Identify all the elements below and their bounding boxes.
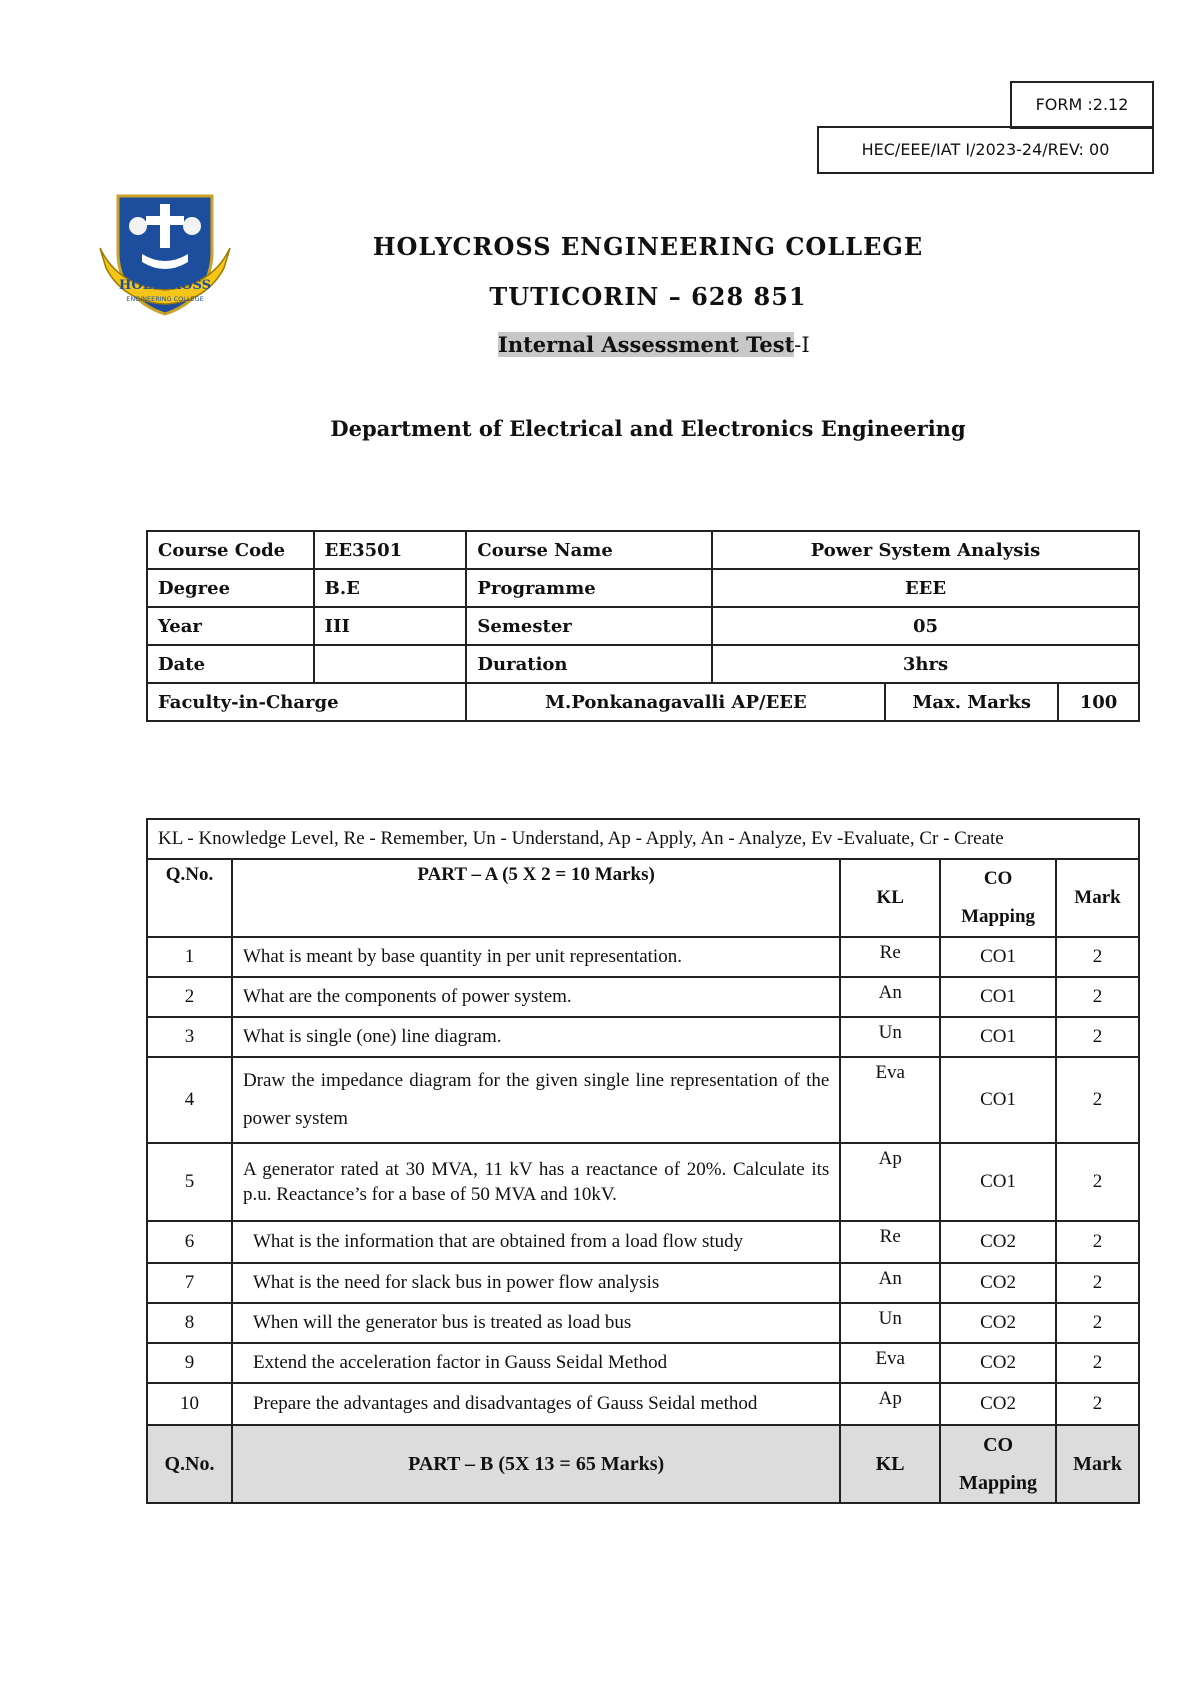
question-mark: 2 (1056, 937, 1139, 977)
test-title (498, 332, 810, 357)
question-mark: 2 (1056, 977, 1139, 1017)
question-mark: 2 (1056, 1383, 1139, 1425)
question-kl: An (840, 977, 940, 1017)
mapping-header: Mapping (961, 906, 1036, 927)
table-row (147, 1303, 1139, 1343)
question-mark: 2 (1056, 1303, 1139, 1343)
table-row (147, 1017, 1139, 1057)
question-number: 1 (147, 937, 232, 977)
logo-subtext: ENGINEERING COLLEGE (126, 295, 204, 303)
question-number: 5 (147, 1143, 232, 1221)
question-number: 4 (147, 1057, 232, 1143)
max-marks-value: 100 (1058, 683, 1139, 721)
question-kl: Eva (840, 1343, 940, 1383)
degree-value: B.E (314, 569, 467, 607)
co-mapping-header (940, 1425, 1056, 1503)
course-code-value: EE3501 (314, 531, 467, 569)
college-name: HOLYCROSS ENGINEERING COLLEGE (372, 232, 924, 261)
mapping-header: Mapping (959, 1472, 1037, 1494)
question-co: CO2 (940, 1383, 1056, 1425)
question-co: CO1 (940, 977, 1056, 1017)
course-info-table (146, 530, 1140, 722)
co-header: CO (983, 1434, 1014, 1456)
faculty-label: Faculty-in-Charge (147, 683, 466, 721)
question-number: 9 (147, 1343, 232, 1383)
question-number: 8 (147, 1303, 232, 1343)
college-city: TUTICORIN – 628 851 (489, 282, 807, 311)
co-header: CO (983, 868, 1013, 889)
question-co: CO2 (940, 1343, 1056, 1383)
question-text: A generator rated at 30 MVA, 11 kV has a reactance of 20%. Calculate its p.u. Reactance’s for a base of 50 MVA and 10kV. (232, 1143, 840, 1221)
qno-header: Q.No. (147, 859, 232, 937)
kl-legend: KL - Knowledge Level, Re - Remember, Un - Understand, Ap - Apply, An - Analyze, Ev -Evaluate, Cr - Create (147, 819, 1139, 859)
department-title: Department of Electrical and Electronics Engineering (330, 416, 966, 441)
question-kl: Eva (840, 1057, 940, 1143)
part-a-title: PART – A (5 X 2 = 10 Marks) (232, 859, 840, 937)
table-row (147, 531, 1139, 569)
table-row (147, 607, 1139, 645)
table-row (147, 977, 1139, 1017)
programme-label: Programme (466, 569, 712, 607)
question-mark: 2 (1056, 1143, 1139, 1221)
course-name-value: Power System Analysis (712, 531, 1139, 569)
part-a-header (147, 859, 1139, 937)
question-mark: 2 (1056, 1221, 1139, 1263)
max-marks-label: Max. Marks (885, 683, 1058, 721)
logo-text: HOLYCROSS (119, 278, 211, 293)
question-kl: Ap (840, 1143, 940, 1221)
question-co: CO2 (940, 1303, 1056, 1343)
question-text: Prepare the advantages and disadvantages of Gauss Seidal method (232, 1383, 840, 1425)
form-reference: HEC/EEE/IAT I/2023-24/REV: 00 (817, 126, 1154, 174)
question-co: CO1 (940, 1057, 1056, 1143)
question-number: 3 (147, 1017, 232, 1057)
part-b-title: PART – B (5X 13 = 65 Marks) (232, 1425, 840, 1503)
part-a-questions (147, 937, 1139, 1425)
question-co: CO2 (940, 1263, 1056, 1303)
table-row (147, 683, 1139, 721)
table-row (147, 937, 1139, 977)
question-text: What is the information that are obtained from a load flow study (232, 1221, 840, 1263)
date-value (314, 645, 467, 683)
question-mark: 2 (1056, 1263, 1139, 1303)
question-text: What is single (one) line diagram. (232, 1017, 840, 1057)
mark-header: Mark (1056, 1425, 1139, 1503)
kl-header: KL (840, 859, 940, 937)
duration-label: Duration (466, 645, 712, 683)
question-text: What is meant by base quantity in per unit representation. (232, 937, 840, 977)
semester-value: 05 (712, 607, 1139, 645)
question-number: 7 (147, 1263, 232, 1303)
question-co: CO1 (940, 937, 1056, 977)
question-kl: Ap (840, 1383, 940, 1425)
question-kl: Re (840, 1221, 940, 1263)
table-row (147, 1143, 1139, 1221)
course-name-label: Course Name (466, 531, 712, 569)
table-row (147, 1383, 1139, 1425)
question-text: What are the components of power system. (232, 977, 840, 1017)
qno-header: Q.No. (147, 1425, 232, 1503)
question-kl: An (840, 1263, 940, 1303)
year-value: III (314, 607, 467, 645)
question-number: 2 (147, 977, 232, 1017)
question-text: Extend the acceleration factor in Gauss Seidal Method (232, 1343, 840, 1383)
question-text: What is the need for slack bus in power flow analysis (232, 1263, 840, 1303)
question-mark: 2 (1056, 1017, 1139, 1057)
date-label: Date (147, 645, 314, 683)
co-mapping-header (940, 859, 1056, 937)
kl-header: KL (840, 1425, 940, 1503)
mark-header: Mark (1056, 859, 1139, 937)
course-code-label: Course Code (147, 531, 314, 569)
duration-value: 3hrs (712, 645, 1139, 683)
part-b-header (147, 1425, 1139, 1503)
test-title-suffix: -I (794, 333, 810, 357)
question-kl: Re (840, 937, 940, 977)
faculty-value: M.Ponkanagavalli AP/EEE (466, 683, 885, 721)
question-kl: Un (840, 1303, 940, 1343)
table-row (147, 645, 1139, 683)
degree-label: Degree (147, 569, 314, 607)
question-text: Draw the impedance diagram for the given single line representation of the power system (232, 1057, 840, 1143)
question-paper-table (146, 818, 1140, 1504)
year-label: Year (147, 607, 314, 645)
legend-row (147, 819, 1139, 859)
table-row (147, 1057, 1139, 1143)
question-co: CO2 (940, 1221, 1056, 1263)
test-title-highlight: Internal Assessment Test (498, 332, 795, 357)
question-number: 6 (147, 1221, 232, 1263)
question-co: CO1 (940, 1017, 1056, 1057)
form-number: FORM :2.12 (1010, 81, 1154, 129)
table-row (147, 569, 1139, 607)
question-kl: Un (840, 1017, 940, 1057)
question-mark: 2 (1056, 1057, 1139, 1143)
programme-value: EEE (712, 569, 1139, 607)
table-row (147, 1221, 1139, 1263)
semester-label: Semester (466, 607, 712, 645)
question-mark: 2 (1056, 1343, 1139, 1383)
question-co: CO1 (940, 1143, 1056, 1221)
question-text: When will the generator bus is treated as load bus (232, 1303, 840, 1343)
table-row (147, 1343, 1139, 1383)
table-row (147, 1263, 1139, 1303)
question-number: 10 (147, 1383, 232, 1425)
